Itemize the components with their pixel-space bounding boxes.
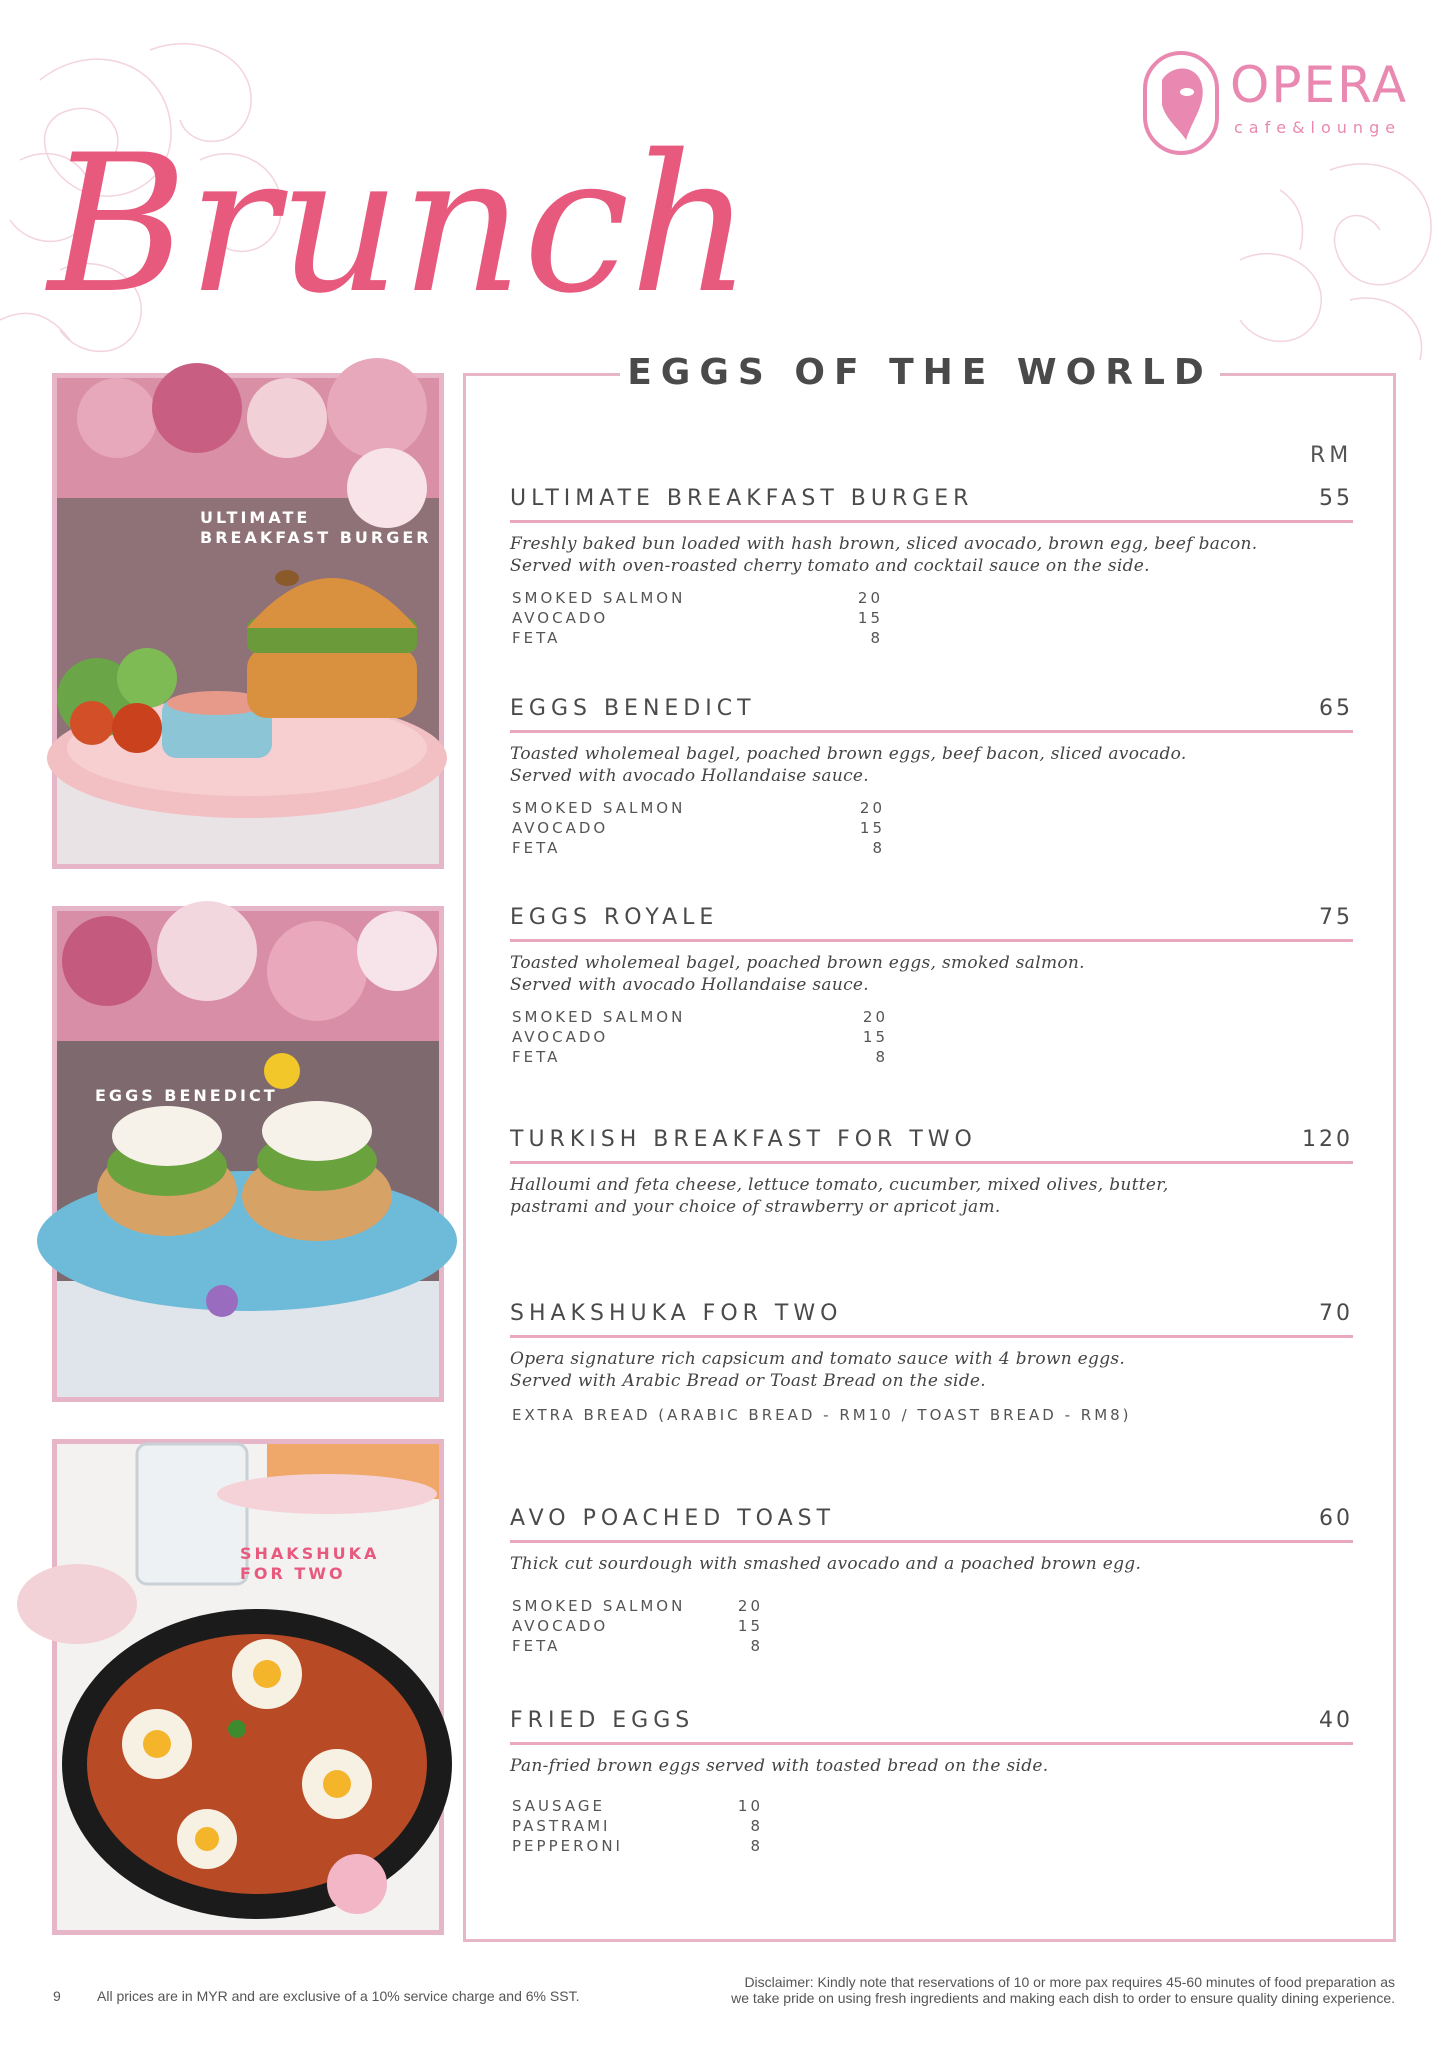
addon-row [510, 1617, 1353, 1637]
menu-item-header [510, 905, 1353, 942]
photo-eggs-benedict [52, 906, 444, 1402]
menu-item-name: EGGS ROYALE [510, 905, 719, 930]
currency-label: RM [1310, 443, 1353, 468]
menu-item-description: Opera signature rich capsicum and tomato sauce with 4 brown eggs. Served with Arabic Bread or Toast Bread on the side. [510, 1349, 1126, 1391]
addon-row [510, 1797, 1353, 1817]
addon-row [510, 839, 1353, 859]
menu-item [510, 696, 1353, 859]
addon-name: SMOKED SALMON [512, 1597, 686, 1615]
menu-item-price: 65 [1319, 696, 1353, 721]
menu-item [510, 486, 1353, 649]
menu-item [510, 905, 1353, 1068]
addon-row [510, 589, 1353, 609]
menu-item-header [510, 1301, 1353, 1338]
photo-label: ULTIMATE BREAKFAST BURGER [200, 508, 432, 547]
photo-label: EGGS BENEDICT [95, 1086, 278, 1105]
extra-bread-note: EXTRA BREAD (ARABIC BREAD - RM10 / TOAST BREAD - RM8) [512, 1406, 1132, 1424]
addon-row [510, 1008, 1353, 1028]
addon-list [510, 1797, 1353, 1857]
menu-item [510, 1127, 1353, 1218]
addon-price: 8 [750, 1637, 763, 1655]
photo-label: SHAKSHUKA FOR TWO [240, 1544, 380, 1583]
addon-name: PASTRAMI [512, 1817, 611, 1835]
menu-item-header [510, 486, 1353, 523]
addon-price: 20 [737, 1597, 763, 1615]
addon-row [510, 1817, 1353, 1837]
addon-price: 8 [870, 629, 883, 647]
addon-price: 20 [862, 1008, 888, 1026]
addon-price: 20 [857, 589, 883, 607]
menu-item [510, 1708, 1353, 1857]
menu-item-description: Halloumi and feta cheese, lettuce tomato, cucumber, mixed olives, butter, pastrami and your choice of strawberry or apricot jam. [510, 1175, 1169, 1217]
menu-item-name: AVO POACHED TOAST [510, 1506, 836, 1531]
page-number: 9 [53, 1988, 61, 2004]
menu-item-description: Freshly baked bun loaded with hash brown, sliced avocado, brown egg, beef bacon. Served with oven-roasted cherry tomato and cocktail sauce on the side. [510, 534, 1258, 576]
addon-name: PEPPERONI [512, 1837, 623, 1855]
addon-price: 15 [862, 1028, 888, 1046]
addon-name: SAUSAGE [512, 1797, 605, 1815]
menu-item-price: 40 [1319, 1708, 1353, 1733]
addon-row [510, 629, 1353, 649]
menu-item-price: 55 [1319, 486, 1353, 511]
addon-price: 20 [859, 799, 885, 817]
pricing-note: All prices are in MYR and are exclusive of a 10% service charge and 6% SST. [97, 1988, 580, 2004]
addon-name: FETA [512, 839, 561, 857]
addon-row [510, 799, 1353, 819]
section-title: EGGS OF THE WORLD [620, 350, 1220, 396]
addon-name: FETA [512, 629, 561, 647]
svg-text:Brunch: Brunch [48, 114, 752, 335]
menu-item-name: FRIED EGGS [510, 1708, 695, 1733]
addon-name: SMOKED SALMON [512, 799, 686, 817]
addon-list [510, 1597, 1353, 1657]
page-title [48, 40, 752, 340]
menu-item-header [510, 1708, 1353, 1745]
addon-list [510, 799, 1353, 859]
addon-price: 8 [750, 1817, 763, 1835]
addon-name: AVOCADO [512, 609, 609, 627]
addon-row [510, 1048, 1353, 1068]
logo-name: OPERA [1230, 56, 1409, 114]
menu-item-description: Thick cut sourdough with smashed avocado and a poached brown egg. [510, 1554, 1142, 1574]
addon-price: 15 [737, 1617, 763, 1635]
menu-item-name: TURKISH BREAKFAST FOR TWO [510, 1127, 977, 1152]
menu-item-name: EGGS BENEDICT [510, 696, 756, 721]
menu-item-price: 70 [1319, 1301, 1353, 1326]
menu-item [510, 1301, 1353, 1424]
floral-decoration-right [1220, 150, 1448, 370]
addon-row [510, 819, 1353, 839]
photo-ultimate-breakfast-burger [52, 373, 444, 869]
addon-price: 8 [750, 1837, 763, 1855]
addon-name: AVOCADO [512, 1617, 609, 1635]
addon-row [510, 1637, 1353, 1657]
addon-price: 8 [875, 1048, 888, 1066]
addon-list [510, 1008, 1353, 1068]
menu-item-header [510, 696, 1353, 733]
addon-name: AVOCADO [512, 1028, 609, 1046]
mask-logo-icon [1142, 50, 1220, 156]
addon-list [510, 589, 1353, 649]
addon-name: SMOKED SALMON [512, 589, 686, 607]
addon-row [510, 1597, 1353, 1617]
menu-item [510, 1506, 1353, 1657]
addon-price: 8 [872, 839, 885, 857]
addon-row [510, 609, 1353, 629]
menu-item-description: Toasted wholemeal bagel, poached brown eggs, beef bacon, sliced avocado. Served with avocado Hollandaise sauce. [510, 744, 1187, 786]
addon-name: FETA [512, 1637, 561, 1655]
disclaimer: Disclaimer: Kindly note that reservations of 10 or more pax requires 45-60 minutes of food preparation as we take pride on using fresh ingredients and making each dish to order to ensure quality dining experience. [731, 1974, 1395, 2006]
menu-item-description: Pan-fried brown eggs served with toasted bread on the side. [510, 1756, 1049, 1776]
logo-tagline: cafe&lounge [1234, 118, 1402, 137]
addon-name: AVOCADO [512, 819, 609, 837]
menu-item-price: 75 [1319, 905, 1353, 930]
menu-item-price: 120 [1302, 1127, 1353, 1152]
photo-shakshuka-for-two [52, 1439, 444, 1935]
addon-row [510, 1837, 1353, 1857]
menu-item-price: 60 [1319, 1506, 1353, 1531]
opera-logo [1142, 50, 1409, 160]
menu-item-name: SHAKSHUKA FOR TWO [510, 1301, 843, 1326]
addon-price: 15 [859, 819, 885, 837]
menu-item-name: ULTIMATE BREAKFAST BURGER [510, 486, 974, 511]
addon-row [510, 1028, 1353, 1048]
addon-price: 15 [857, 609, 883, 627]
addon-price: 10 [737, 1797, 763, 1815]
addon-name: SMOKED SALMON [512, 1008, 686, 1026]
menu-item-description: Toasted wholemeal bagel, poached brown eggs, smoked salmon. Served with avocado Hollandaise sauce. [510, 953, 1085, 995]
menu-item-header [510, 1506, 1353, 1543]
addon-name: FETA [512, 1048, 561, 1066]
menu-item-header [510, 1127, 1353, 1164]
